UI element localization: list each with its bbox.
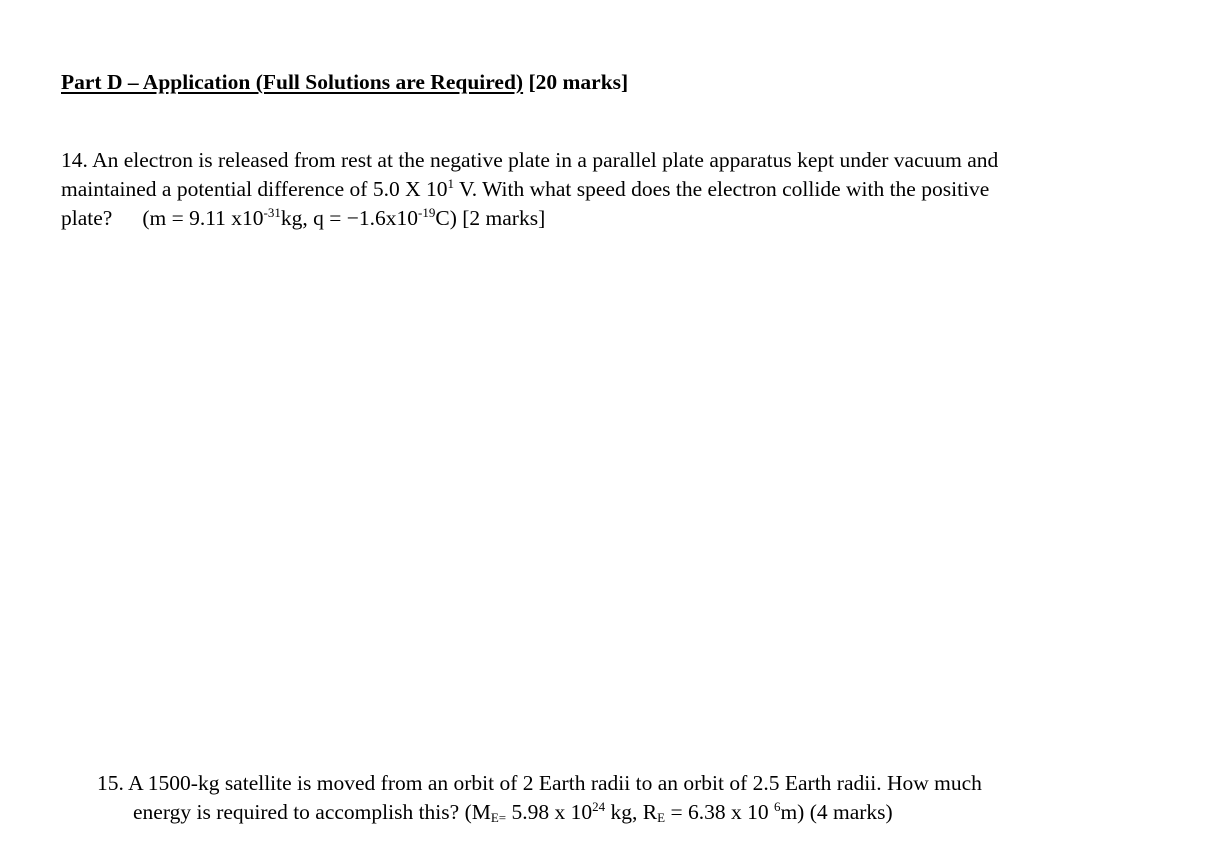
q14-text: plate? [61, 206, 113, 230]
q15-subscript: E= [490, 810, 507, 825]
q15-exponent: 24 [592, 799, 606, 814]
q14-text: (m = 9.11 x10 [142, 206, 264, 230]
question-14-line-2 [61, 175, 1181, 204]
q15-subscript: E [657, 810, 666, 825]
question-15 [97, 769, 1197, 827]
section-title: Part D – Application (Full Solutions are Required) [61, 70, 524, 94]
section-heading [61, 68, 628, 96]
q14-exponent: 1 [447, 176, 454, 191]
q15-text: 5.98 x 10 [506, 800, 593, 824]
q15-text: energy is required to accomplish this? (M [133, 800, 491, 824]
section-marks: [20 marks] [528, 70, 629, 94]
question-15-line-1: 15. A 1500-kg satellite is moved from an orbit of 2 Earth radii to an orbit of 2.5 Earth radii. How much [97, 771, 982, 795]
q14-text: kg, q = −1.6x10 [280, 206, 419, 230]
question-14-line-3 [61, 204, 1181, 233]
question-14 [61, 146, 1181, 233]
question-15-line-2 [97, 798, 1197, 827]
q14-exponent: -31 [263, 205, 281, 220]
q15-text: m) (4 marks) [780, 800, 893, 824]
q15-text: kg, R [605, 800, 658, 824]
q15-text: = 6.38 x 10 [665, 800, 774, 824]
question-14-line-1: 14. An electron is released from rest at the negative plate in a parallel plate apparatus kept under vacuum and [61, 148, 999, 172]
q14-text: maintained a potential difference of 5.0 X 10 [61, 177, 448, 201]
q14-text: C) [2 marks] [435, 206, 546, 230]
q15-exponent: 6 [773, 799, 781, 814]
q14-exponent: -19 [418, 205, 436, 220]
q14-text: V. With what speed does the electron collide with the positive [453, 177, 990, 201]
